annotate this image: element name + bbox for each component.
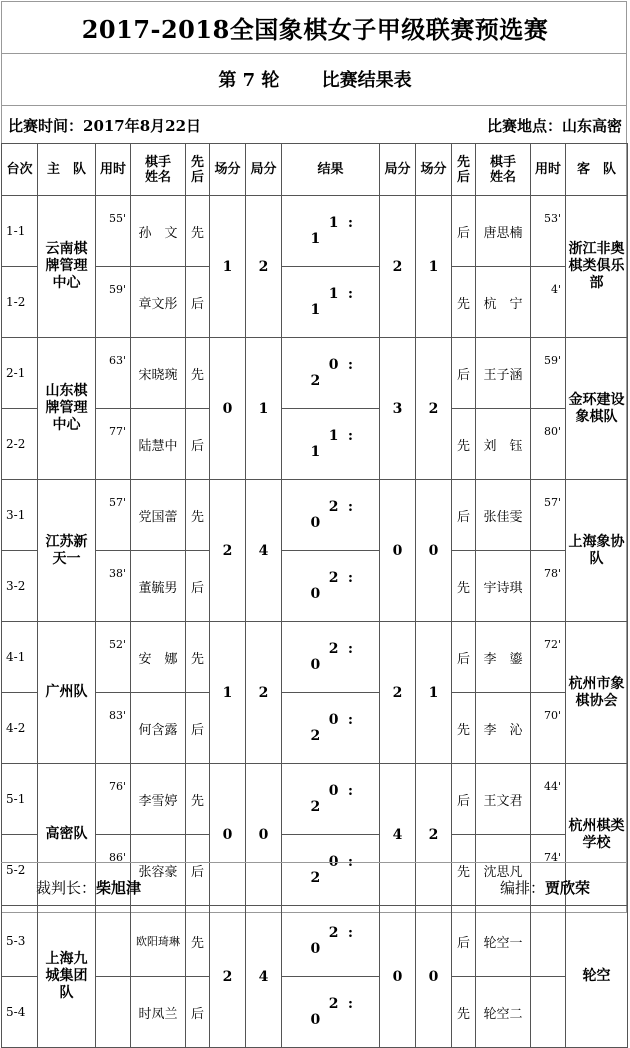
- board-number: 3-1: [2, 480, 38, 551]
- header-cell: 用时: [96, 144, 131, 196]
- result-away: 2: [310, 373, 321, 389]
- result-away: 0: [310, 941, 321, 957]
- match-date: 比赛时间：2017年8月22日: [8, 117, 202, 135]
- away-order: 先: [452, 693, 476, 764]
- board-result: [282, 267, 380, 338]
- table-row: [2, 906, 628, 977]
- table-row: [2, 480, 628, 551]
- divider: [1, 862, 627, 863]
- away-time: 53': [531, 196, 566, 267]
- board-number: 4-2: [2, 693, 38, 764]
- away-player: 宇诗琪: [476, 551, 531, 622]
- home-time: 59': [96, 267, 131, 338]
- result-colon: :: [347, 286, 354, 302]
- home-player: 董毓男: [131, 551, 186, 622]
- board-result: [282, 480, 380, 551]
- away-time: [531, 906, 566, 977]
- home-match-points: 0: [210, 764, 246, 906]
- result-away: 2: [310, 870, 321, 886]
- home-team: 云南棋牌管理中心: [38, 196, 96, 338]
- board-number: 1-1: [2, 196, 38, 267]
- board-number: 3-2: [2, 551, 38, 622]
- home-time: [96, 977, 131, 1048]
- home-order: 先: [186, 480, 210, 551]
- away-order: 后: [452, 196, 476, 267]
- away-game-points: 0: [380, 906, 416, 1048]
- away-order: 后: [452, 480, 476, 551]
- result-colon: :: [347, 641, 354, 657]
- table-row: [2, 977, 628, 1048]
- home-player: 孙 文: [131, 196, 186, 267]
- away-game-points: 4: [380, 764, 416, 906]
- away-player: 王子涵: [476, 338, 531, 409]
- away-player: 轮空一: [476, 906, 531, 977]
- result-away: 0: [310, 586, 321, 602]
- away-time: 70': [531, 693, 566, 764]
- result-away: 0: [310, 515, 321, 531]
- divider: [1, 105, 627, 106]
- result-away: 0: [310, 1012, 321, 1028]
- home-match-points: 1: [210, 622, 246, 764]
- home-time: 57': [96, 480, 131, 551]
- header-cell: 棋手姓名: [131, 144, 186, 196]
- home-order: 先: [186, 196, 210, 267]
- home-player: 章文彤: [131, 267, 186, 338]
- away-order: 后: [452, 338, 476, 409]
- home-player: 陆慧中: [131, 409, 186, 480]
- away-match-points: 2: [416, 338, 452, 480]
- home-team: 高密队: [38, 764, 96, 906]
- away-team: 上海象协队: [566, 480, 628, 622]
- away-time: [531, 977, 566, 1048]
- away-team: 轮空: [566, 906, 628, 1048]
- away-player: 张佳雯: [476, 480, 531, 551]
- referee-label: 裁判长：: [36, 879, 97, 897]
- home-game-points: 1: [246, 338, 282, 480]
- header-cell: 棋手姓名: [476, 144, 531, 196]
- away-player: 刘 钰: [476, 409, 531, 480]
- away-player: 李 鎏: [476, 622, 531, 693]
- result-home: 2: [328, 499, 339, 515]
- home-team: 山东棋牌管理中心: [38, 338, 96, 480]
- home-time: 86': [96, 835, 131, 906]
- home-team: 上海九城集团队: [38, 906, 96, 1048]
- referee-name: 柴旭津: [96, 879, 142, 897]
- board-result: [282, 764, 380, 835]
- result-colon: :: [347, 570, 354, 586]
- home-order: 先: [186, 906, 210, 977]
- board-result: [282, 409, 380, 480]
- away-order: 先: [452, 267, 476, 338]
- away-time: 57': [531, 480, 566, 551]
- home-team: 广州队: [38, 622, 96, 764]
- result-colon: :: [347, 357, 354, 373]
- away-match-points: 1: [416, 622, 452, 764]
- away-time: 78': [531, 551, 566, 622]
- result-away: 1: [310, 302, 321, 318]
- referee: [36, 877, 141, 898]
- home-order: 先: [186, 338, 210, 409]
- away-game-points: 2: [380, 196, 416, 338]
- match-venue: 比赛地点：山东高密: [486, 117, 622, 135]
- home-player: 李雪婷: [131, 764, 186, 835]
- board-result: [282, 693, 380, 764]
- home-order: 后: [186, 693, 210, 764]
- board-number: 2-2: [2, 409, 38, 480]
- home-match-points: 0: [210, 338, 246, 480]
- result-home: 0: [328, 783, 339, 799]
- home-player: 何含露: [131, 693, 186, 764]
- header-cell: 局分: [380, 144, 416, 196]
- away-time: 4': [531, 267, 566, 338]
- home-time: 38': [96, 551, 131, 622]
- home-match-points: 2: [210, 480, 246, 622]
- home-order: 后: [186, 551, 210, 622]
- home-player: 党国蕾: [131, 480, 186, 551]
- home-team: 江苏新天一: [38, 480, 96, 622]
- away-order: 先: [452, 835, 476, 906]
- home-order: 后: [186, 267, 210, 338]
- away-match-points: 0: [416, 480, 452, 622]
- away-order: 先: [452, 409, 476, 480]
- round-number: 第 7 轮: [218, 70, 280, 91]
- home-game-points: 4: [246, 906, 282, 1048]
- away-team: 浙江非奥棋类俱乐部: [566, 196, 628, 338]
- table-row: [2, 409, 628, 480]
- home-player: 宋晓琬: [131, 338, 186, 409]
- editor-label: 编排：: [499, 879, 545, 897]
- away-player: 轮空二: [476, 977, 531, 1048]
- away-time: 80': [531, 409, 566, 480]
- away-game-points: 2: [380, 622, 416, 764]
- board-number: 5-1: [2, 764, 38, 835]
- round-heading: [0, 66, 630, 92]
- result-home: 0: [328, 357, 339, 373]
- header-cell: 客 队: [566, 144, 628, 196]
- result-away: 1: [310, 231, 321, 247]
- header-cell: 场分: [210, 144, 246, 196]
- result-home: 0: [328, 854, 339, 870]
- table-subtitle: 比赛结果表: [321, 70, 412, 91]
- away-team: 金环建设象棋队: [566, 338, 628, 480]
- away-time: 72': [531, 622, 566, 693]
- away-player: 杭 宁: [476, 267, 531, 338]
- header-cell: 场分: [416, 144, 452, 196]
- board-number: 4-1: [2, 622, 38, 693]
- editor: [500, 877, 590, 898]
- away-order: 后: [452, 622, 476, 693]
- home-player: 时凤兰: [131, 977, 186, 1048]
- home-match-points: 2: [210, 906, 246, 1048]
- header-cell: 结果: [282, 144, 380, 196]
- home-player: 安 娜: [131, 622, 186, 693]
- result-home: 1: [328, 215, 339, 231]
- result-colon: :: [347, 996, 354, 1012]
- header-cell: 台次: [2, 144, 38, 196]
- board-number: 5-2: [2, 835, 38, 906]
- home-player: 欧阳琦琳: [131, 906, 186, 977]
- result-colon: :: [347, 712, 354, 728]
- away-order: 后: [452, 764, 476, 835]
- board-result: [282, 622, 380, 693]
- result-home: 0: [328, 712, 339, 728]
- header-cell: 局分: [246, 144, 282, 196]
- away-game-points: 3: [380, 338, 416, 480]
- header-cell: 主 队: [38, 144, 96, 196]
- result-colon: :: [347, 854, 354, 870]
- table-row: [2, 196, 628, 267]
- table-row: [2, 338, 628, 409]
- table-row: [2, 267, 628, 338]
- away-order: 先: [452, 551, 476, 622]
- home-player: 张容豪: [131, 835, 186, 906]
- result-home: 2: [328, 641, 339, 657]
- divider: [1, 53, 627, 54]
- result-home: 2: [328, 570, 339, 586]
- board-number: 5-3: [2, 906, 38, 977]
- away-match-points: 2: [416, 764, 452, 906]
- board-number: 2-1: [2, 338, 38, 409]
- result-colon: :: [347, 428, 354, 444]
- home-time: 52': [96, 622, 131, 693]
- board-result: [282, 906, 380, 977]
- home-time: 76': [96, 764, 131, 835]
- result-colon: :: [347, 499, 354, 515]
- away-order: 后: [452, 906, 476, 977]
- away-team: 杭州市象棋协会: [566, 622, 628, 764]
- results-table: [1, 143, 628, 1048]
- table-row: [2, 693, 628, 764]
- table-header-row: [2, 144, 628, 196]
- home-time: 55': [96, 196, 131, 267]
- home-game-points: 4: [246, 480, 282, 622]
- table-row: [2, 764, 628, 835]
- home-order: 先: [186, 764, 210, 835]
- result-away: 2: [310, 799, 321, 815]
- result-home: 2: [328, 925, 339, 941]
- result-away: 2: [310, 728, 321, 744]
- editor-name: 贾欣荣: [544, 879, 590, 897]
- away-order: 先: [452, 977, 476, 1048]
- away-match-points: 1: [416, 196, 452, 338]
- header-cell: 先后: [452, 144, 476, 196]
- result-home: 2: [328, 996, 339, 1012]
- away-player: 李 沁: [476, 693, 531, 764]
- board-result: [282, 977, 380, 1048]
- table-row: [2, 622, 628, 693]
- home-order: 后: [186, 977, 210, 1048]
- board-result: [282, 835, 380, 906]
- away-player: 唐思楠: [476, 196, 531, 267]
- result-home: 1: [328, 286, 339, 302]
- home-order: 先: [186, 622, 210, 693]
- board-result: [282, 551, 380, 622]
- away-time: 59': [531, 338, 566, 409]
- away-player: 沈思凡: [476, 835, 531, 906]
- result-home: 1: [328, 428, 339, 444]
- home-game-points: 2: [246, 622, 282, 764]
- result-away: 1: [310, 444, 321, 460]
- page-title: 2017-2018全国象棋女子甲级联赛预选赛: [81, 15, 549, 44]
- board-result: [282, 338, 380, 409]
- away-time: 44': [531, 764, 566, 835]
- board-result: [282, 196, 380, 267]
- result-away: 0: [310, 657, 321, 673]
- result-colon: :: [347, 925, 354, 941]
- header-cell: 用时: [531, 144, 566, 196]
- home-time: [96, 906, 131, 977]
- away-match-points: 0: [416, 906, 452, 1048]
- home-time: 77': [96, 409, 131, 480]
- result-colon: :: [347, 215, 354, 231]
- away-time: 74': [531, 835, 566, 906]
- home-order: 后: [186, 835, 210, 906]
- result-colon: :: [347, 783, 354, 799]
- home-time: 63': [96, 338, 131, 409]
- home-match-points: 1: [210, 196, 246, 338]
- home-game-points: 0: [246, 764, 282, 906]
- home-time: 83': [96, 693, 131, 764]
- board-number: 5-4: [2, 977, 38, 1048]
- home-game-points: 2: [246, 196, 282, 338]
- away-player: 王文君: [476, 764, 531, 835]
- away-team: 杭州棋类学校: [566, 764, 628, 906]
- away-game-points: 0: [380, 480, 416, 622]
- header-cell: 先后: [186, 144, 210, 196]
- home-order: 后: [186, 409, 210, 480]
- board-number: 1-2: [2, 267, 38, 338]
- table-row: [2, 551, 628, 622]
